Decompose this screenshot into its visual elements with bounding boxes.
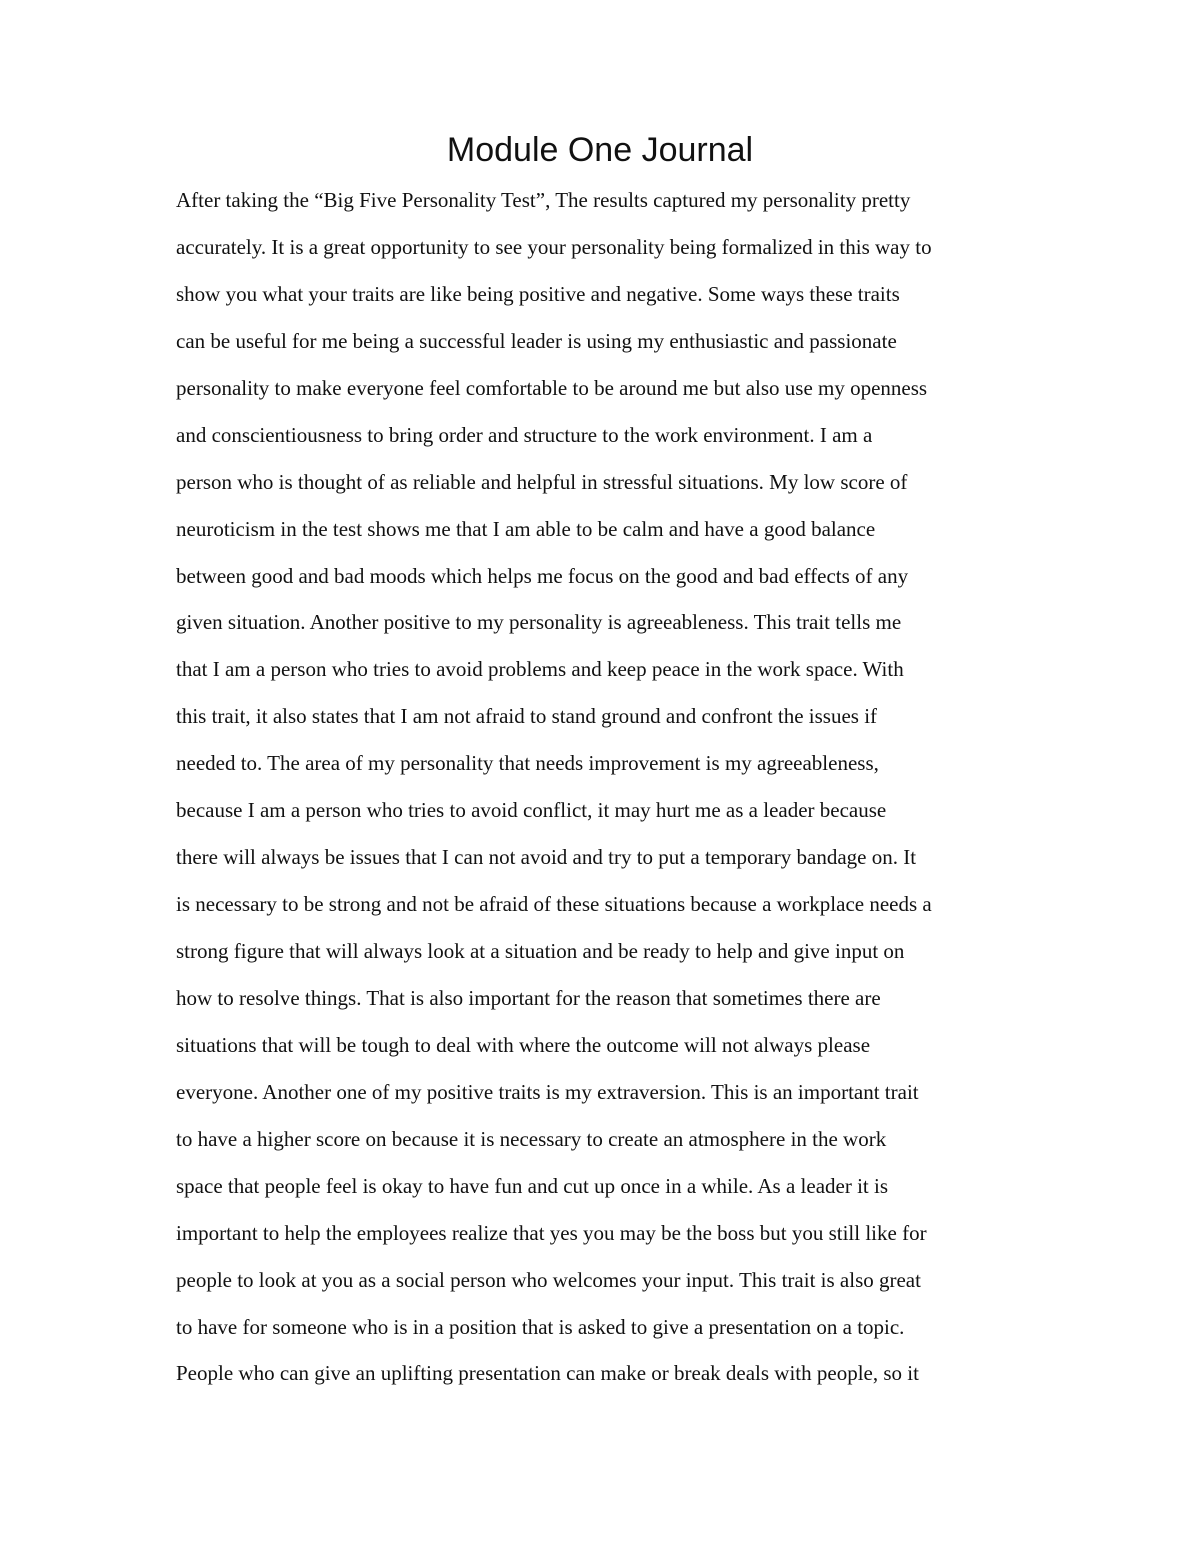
body-line: that I am a person who tries to avoid problems and keep peace in the work space. With	[176, 657, 904, 682]
body-line: personality to make everyone feel comfortable to be around me but also use my openness	[176, 375, 928, 400]
body-line: how to resolve things. That is also important for the reason that sometimes there are	[176, 985, 881, 1010]
body-line: important to help the employees realize that yes you may be the boss but you still like for	[176, 1220, 927, 1245]
body-line: this trait, it also states that I am not afraid to stand ground and confront the issues if	[176, 704, 878, 729]
body-line: to have a higher score on because it is necessary to create an atmosphere in the work	[176, 1126, 887, 1151]
body-line: everyone. Another one of my positive traits is my extraversion. This is an important trait	[176, 1079, 919, 1104]
body-line: After taking the “Big Five Personality Test”, The results captured my personality pretty	[176, 188, 911, 212]
body-line: space that people feel is okay to have fun and cut up once in a while. As a leader it is	[176, 1173, 889, 1198]
body-line: is necessary to be strong and not be afraid of these situations because a workplace needs a	[176, 892, 932, 917]
body-line: needed to. The area of my personality that needs improvement is my agreeableness,	[176, 751, 879, 776]
journal-body	[176, 177, 1036, 1397]
body-line: can be useful for me being a successful leader is using my enthusiastic and passionate	[176, 328, 897, 353]
body-line: strong figure that will always look at a situation and be ready to help and give input on	[176, 939, 905, 963]
body-line: because I am a person who tries to avoid conflict, it may hurt me as a leader because	[176, 798, 887, 823]
body-line: person who is thought of as reliable and helpful in stressful situations. My low score of	[176, 469, 908, 494]
body-line: and conscientiousness to bring order and structure to the work environment. I am a	[176, 422, 873, 447]
body-line: people to look at you as a social person who welcomes your input. This trait is also great	[176, 1267, 921, 1292]
body-line: to have for someone who is in a position that is asked to give a presentation on a topic.	[176, 1314, 905, 1339]
body-line: between good and bad moods which helps me focus on the good and bad effects of any	[176, 563, 909, 588]
page-title: Module One Journal	[446, 131, 754, 169]
body-line: situations that will be tough to deal with where the outcome will not always please	[176, 1032, 871, 1057]
body-line: People who can give an uplifting presentation can make or break deals with people, so it	[176, 1361, 919, 1386]
body-line: show you what your traits are like being positive and negative. Some ways these traits	[176, 281, 900, 306]
body-line: neuroticism in the test shows me that I am able to be calm and have a good balance	[176, 516, 876, 541]
body-line: accurately. It is a great opportunity to see your personality being formalized in this way to	[176, 234, 932, 259]
body-line: there will always be issues that I can not avoid and try to put a temporary bandage on. It	[176, 845, 917, 870]
body-line: given situation. Another positive to my personality is agreeableness. This trait tells me	[176, 610, 902, 635]
